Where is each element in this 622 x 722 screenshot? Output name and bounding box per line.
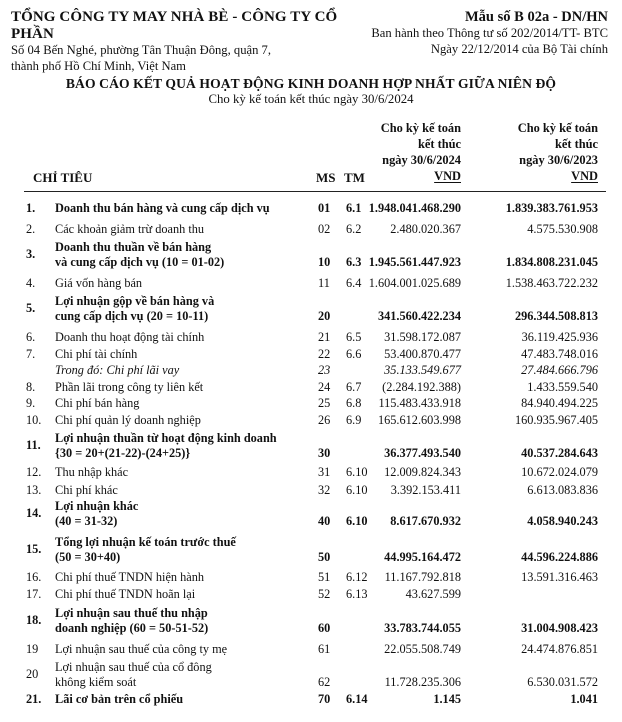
column-header-2023-line-3: ngày 30/6/2023 xyxy=(519,153,598,167)
row-ms-code: 60 xyxy=(318,621,331,635)
row-value-2023: 47.483.748.016 xyxy=(521,347,598,361)
row-note-ref: 6.12 xyxy=(346,570,368,584)
row-label-line: Trong đó: Chi phí lãi vay xyxy=(55,363,180,377)
row-label xyxy=(55,499,320,529)
row-label xyxy=(55,396,320,411)
row-value-2023: 84.940.494.225 xyxy=(521,396,598,410)
row-ms-code: 11 xyxy=(318,276,330,290)
row-label-line: Chi phí bán hàng xyxy=(55,396,140,410)
row-ms-code: 52 xyxy=(318,587,331,601)
row-note-ref: 6.10 xyxy=(346,465,368,479)
row-label xyxy=(55,692,320,707)
row-value-2023: 4.058.940.243 xyxy=(527,514,598,528)
row-label xyxy=(55,380,320,395)
form-number: Mẫu số B 02a - DN/HN xyxy=(465,9,608,25)
row-number: 11. xyxy=(26,438,41,452)
row-label xyxy=(55,431,320,461)
row-label-line: Lợi nhuận sau thuế của công ty mẹ xyxy=(55,642,228,656)
column-header-2023-unit: VND xyxy=(571,169,598,183)
row-label xyxy=(55,413,320,428)
row-ms-code: 23 xyxy=(318,363,331,377)
row-ms-code: 51 xyxy=(318,570,331,584)
form-header xyxy=(308,9,608,57)
row-note-ref: 6.3 xyxy=(346,255,362,269)
row-value-2023: 296.344.508.813 xyxy=(514,309,598,323)
row-ms-code: 31 xyxy=(318,465,331,479)
company-name: TỔNG CÔNG TY MAY NHÀ BÈ - CÔNG TY CỔ PHẦN xyxy=(11,9,338,42)
row-ms-code: 02 xyxy=(318,222,331,236)
form-issued-line-2: Ngày 22/12/2014 của Bộ Tài chính xyxy=(430,41,608,56)
row-value-2023: 40.537.284.643 xyxy=(521,446,598,460)
row-note-ref: 6.10 xyxy=(346,483,368,497)
row-value-2024: 1.945.561.447.923 xyxy=(368,255,461,269)
row-ms-code: 32 xyxy=(318,483,331,497)
row-label-line: Lợi nhuận khác xyxy=(55,499,139,513)
column-header-ms: MS xyxy=(316,170,336,185)
row-value-2023: 6.613.083.836 xyxy=(527,483,598,497)
row-value-2024: 8.617.670.932 xyxy=(390,514,461,528)
company-address-line-2: thành phố Hồ Chí Minh, Việt Nam xyxy=(11,58,186,73)
row-label-line: Thu nhập khác xyxy=(55,465,129,479)
row-value-2023: 1.041 xyxy=(570,692,598,706)
row-value-2024: 115.483.433.918 xyxy=(378,396,461,410)
row-value-2024: 22.055.508.749 xyxy=(384,642,461,656)
row-label-line: Lợi nhuận sau thuế của cổ đông xyxy=(55,660,212,674)
form-issued-line-1: Ban hành theo Thông tư số 202/2014/TT- BTC xyxy=(371,26,608,40)
row-value-2024: 33.783.744.055 xyxy=(384,621,461,635)
row-value-2023: 10.672.024.079 xyxy=(521,465,598,479)
row-value-2024: 11.728.235.306 xyxy=(384,675,461,689)
row-value-2024: 1.604.001.025.689 xyxy=(368,276,461,290)
row-label-line: Các khoản giảm trừ doanh thu xyxy=(55,222,205,236)
row-value-2023: 31.004.908.423 xyxy=(521,621,598,635)
row-label xyxy=(55,570,320,585)
row-label-line: Doanh thu hoạt động tài chính xyxy=(55,330,205,344)
column-header-2023 xyxy=(518,120,598,184)
row-ms-code: 01 xyxy=(318,201,331,215)
row-value-2023: 4.575.530.908 xyxy=(527,222,598,236)
company-address-line-1: Số 04 Bến Nghé, phường Tân Thuận Đông, quận 7, xyxy=(11,43,271,57)
row-note-ref: 6.5 xyxy=(346,330,362,344)
row-label xyxy=(55,483,320,498)
row-note-ref: 6.6 xyxy=(346,347,362,361)
row-ms-code: 62 xyxy=(318,675,331,689)
row-label xyxy=(55,535,320,565)
row-ms-code: 20 xyxy=(318,309,331,323)
row-label-line: Doanh thu thuần về bán hàng xyxy=(55,240,212,254)
row-label xyxy=(55,606,320,636)
row-number: 19 xyxy=(26,642,39,656)
row-label-line: Lợi nhuận gộp về bán hàng và xyxy=(55,294,215,308)
row-ms-code: 40 xyxy=(318,514,331,528)
row-label-line: {30 = 20+(21-22)-(24+25)} xyxy=(55,446,191,460)
column-header-2023-line-2: kết thúc xyxy=(554,137,598,151)
row-value-2024: 43.627.599 xyxy=(405,587,461,601)
row-label-line: Doanh thu bán hàng và cung cấp dịch vụ xyxy=(55,201,270,215)
row-label-line: Lãi cơ bản trên cổ phiếu xyxy=(55,692,184,706)
row-note-ref: 6.9 xyxy=(346,413,362,427)
row-number: 14. xyxy=(26,506,42,520)
row-ms-code: 30 xyxy=(318,446,331,460)
row-label xyxy=(55,222,320,237)
row-label-line: Chi phí thuế TNDN hiện hành xyxy=(55,570,205,584)
row-value-2024: (2.284.192.388) xyxy=(382,380,461,394)
row-label xyxy=(55,330,320,345)
row-ms-code: 61 xyxy=(318,642,331,656)
row-note-ref: 6.13 xyxy=(346,587,368,601)
row-label xyxy=(55,276,320,291)
row-note-ref: 6.4 xyxy=(346,276,362,290)
row-value-2023: 36.119.425.936 xyxy=(521,330,598,344)
row-ms-code: 25 xyxy=(318,396,331,410)
row-value-2023: 1.538.463.722.232 xyxy=(505,276,598,290)
row-value-2023: 24.474.876.851 xyxy=(521,642,598,656)
column-header-2024-unit: VND xyxy=(434,169,461,183)
report-subtitle: Cho kỳ kế toán kết thúc ngày 30/6/2024 xyxy=(208,92,414,106)
row-ms-code: 10 xyxy=(318,255,331,269)
row-label xyxy=(55,240,320,270)
header-rule xyxy=(24,191,606,192)
row-value-2024: 44.995.164.472 xyxy=(384,550,461,564)
row-value-2024: 165.612.603.998 xyxy=(377,413,461,427)
row-value-2023: 160.935.967.405 xyxy=(514,413,598,427)
row-number: 1. xyxy=(26,201,36,215)
row-label-line: (50 = 30+40) xyxy=(55,550,121,564)
column-header-tm: TM xyxy=(344,170,365,185)
row-value-2024: 53.400.870.477 xyxy=(384,347,461,361)
row-note-ref: 6.1 xyxy=(346,201,362,215)
row-label-line: Lợi nhuận thuần từ hoạt động kinh doanh xyxy=(55,431,277,445)
row-ms-code: 26 xyxy=(318,413,331,427)
row-label-line: Tổng lợi nhuận kế toán trước thuế xyxy=(55,535,236,549)
row-value-2024: 2.480.020.367 xyxy=(390,222,461,236)
row-ms-code: 70 xyxy=(318,692,331,706)
row-label xyxy=(55,587,320,602)
row-value-2024: 341.560.422.234 xyxy=(377,309,461,323)
row-label-line: doanh nghiệp (60 = 50-51-52) xyxy=(55,621,209,635)
row-number: 16. xyxy=(26,570,42,584)
row-ms-code: 21 xyxy=(318,330,331,344)
row-note-ref: 6.7 xyxy=(346,380,362,394)
row-label-line: không kiểm soát xyxy=(55,675,137,689)
row-number: 3. xyxy=(26,247,36,261)
row-number: 10. xyxy=(26,413,42,427)
row-label-line: và cung cấp dịch vụ (10 = 01-02) xyxy=(55,255,225,269)
row-number: 5. xyxy=(26,301,36,315)
row-value-2024: 31.598.172.087 xyxy=(384,330,461,344)
row-value-2023: 1.839.383.761.953 xyxy=(505,201,598,215)
column-header-2024-line-2: kết thúc xyxy=(417,137,461,151)
row-number: 21. xyxy=(26,692,42,706)
row-number: 2. xyxy=(26,222,36,236)
row-note-ref: 6.10 xyxy=(346,514,368,528)
row-number: 17. xyxy=(26,587,42,601)
row-label-line: Chi phí khác xyxy=(55,483,118,497)
row-label xyxy=(55,294,320,324)
row-number: 20 xyxy=(26,667,39,681)
row-note-ref: 6.2 xyxy=(346,222,362,236)
row-label-line: Chi phí tài chính xyxy=(55,347,138,361)
row-value-2024: 3.392.153.411 xyxy=(390,483,461,497)
row-label-line: Phần lãi trong công ty liên kết xyxy=(55,380,204,394)
column-header-2024 xyxy=(381,120,461,184)
row-value-2024: 36.377.493.540 xyxy=(384,446,461,460)
row-number: 13. xyxy=(26,483,42,497)
row-number: 15. xyxy=(26,542,42,556)
row-label xyxy=(55,363,320,378)
column-header-2023-line-1: Cho kỳ kế toán xyxy=(517,121,598,135)
row-label-line: Giá vốn hàng bán xyxy=(55,276,143,290)
row-label-line: cung cấp dịch vụ (20 = 10-11) xyxy=(55,309,209,323)
row-note-ref: 6.14 xyxy=(346,692,368,706)
row-label xyxy=(55,660,320,690)
row-number: 18. xyxy=(26,613,42,627)
row-value-2023: 1.834.808.231.045 xyxy=(505,255,598,269)
row-label-line: Chi phí quản lý doanh nghiệp xyxy=(55,413,201,427)
row-value-2024: 1.948.041.468.290 xyxy=(368,201,461,215)
row-number: 4. xyxy=(26,276,36,290)
row-label xyxy=(55,465,320,480)
row-number: 8. xyxy=(26,380,36,394)
column-header-2024-line-1: Cho kỳ kế toán xyxy=(380,121,461,135)
row-ms-code: 50 xyxy=(318,550,331,564)
row-label-line: Lợi nhuận sau thuế thu nhập xyxy=(55,606,208,620)
row-number: 6. xyxy=(26,330,36,344)
row-value-2024: 11.167.792.818 xyxy=(384,570,461,584)
report-title-block xyxy=(0,76,622,107)
row-note-ref: 6.8 xyxy=(346,396,362,410)
column-header-2024-line-3: ngày 30/6/2024 xyxy=(382,153,461,167)
column-header-label: CHỈ TIÊU xyxy=(33,170,93,185)
row-value-2023: 44.596.224.886 xyxy=(521,550,598,564)
row-value-2024: 12.009.824.343 xyxy=(384,465,461,479)
row-value-2023: 1.433.559.540 xyxy=(527,380,598,394)
row-label-line: (40 = 31-32) xyxy=(55,514,118,528)
row-ms-code: 22 xyxy=(318,347,331,361)
row-label-line: Chi phí thuế TNDN hoãn lại xyxy=(55,587,196,601)
row-number: 9. xyxy=(26,396,36,410)
row-value-2023: 13.591.316.463 xyxy=(521,570,598,584)
report-title: BÁO CÁO KẾT QUẢ HOẠT ĐỘNG KINH DOANH HỢP NHẤT GIỮA NIÊN ĐỘ xyxy=(65,76,557,91)
row-label xyxy=(55,642,320,657)
row-value-2024: 1.145 xyxy=(433,692,461,706)
row-number: 12. xyxy=(26,465,42,479)
row-value-2024: 35.133.549.677 xyxy=(384,363,461,377)
row-ms-code: 24 xyxy=(318,380,331,394)
row-value-2023: 6.530.031.572 xyxy=(527,675,598,689)
row-number: 7. xyxy=(26,347,36,361)
row-label xyxy=(55,201,320,216)
row-label xyxy=(55,347,320,362)
row-value-2023: 27.484.666.796 xyxy=(521,363,598,377)
